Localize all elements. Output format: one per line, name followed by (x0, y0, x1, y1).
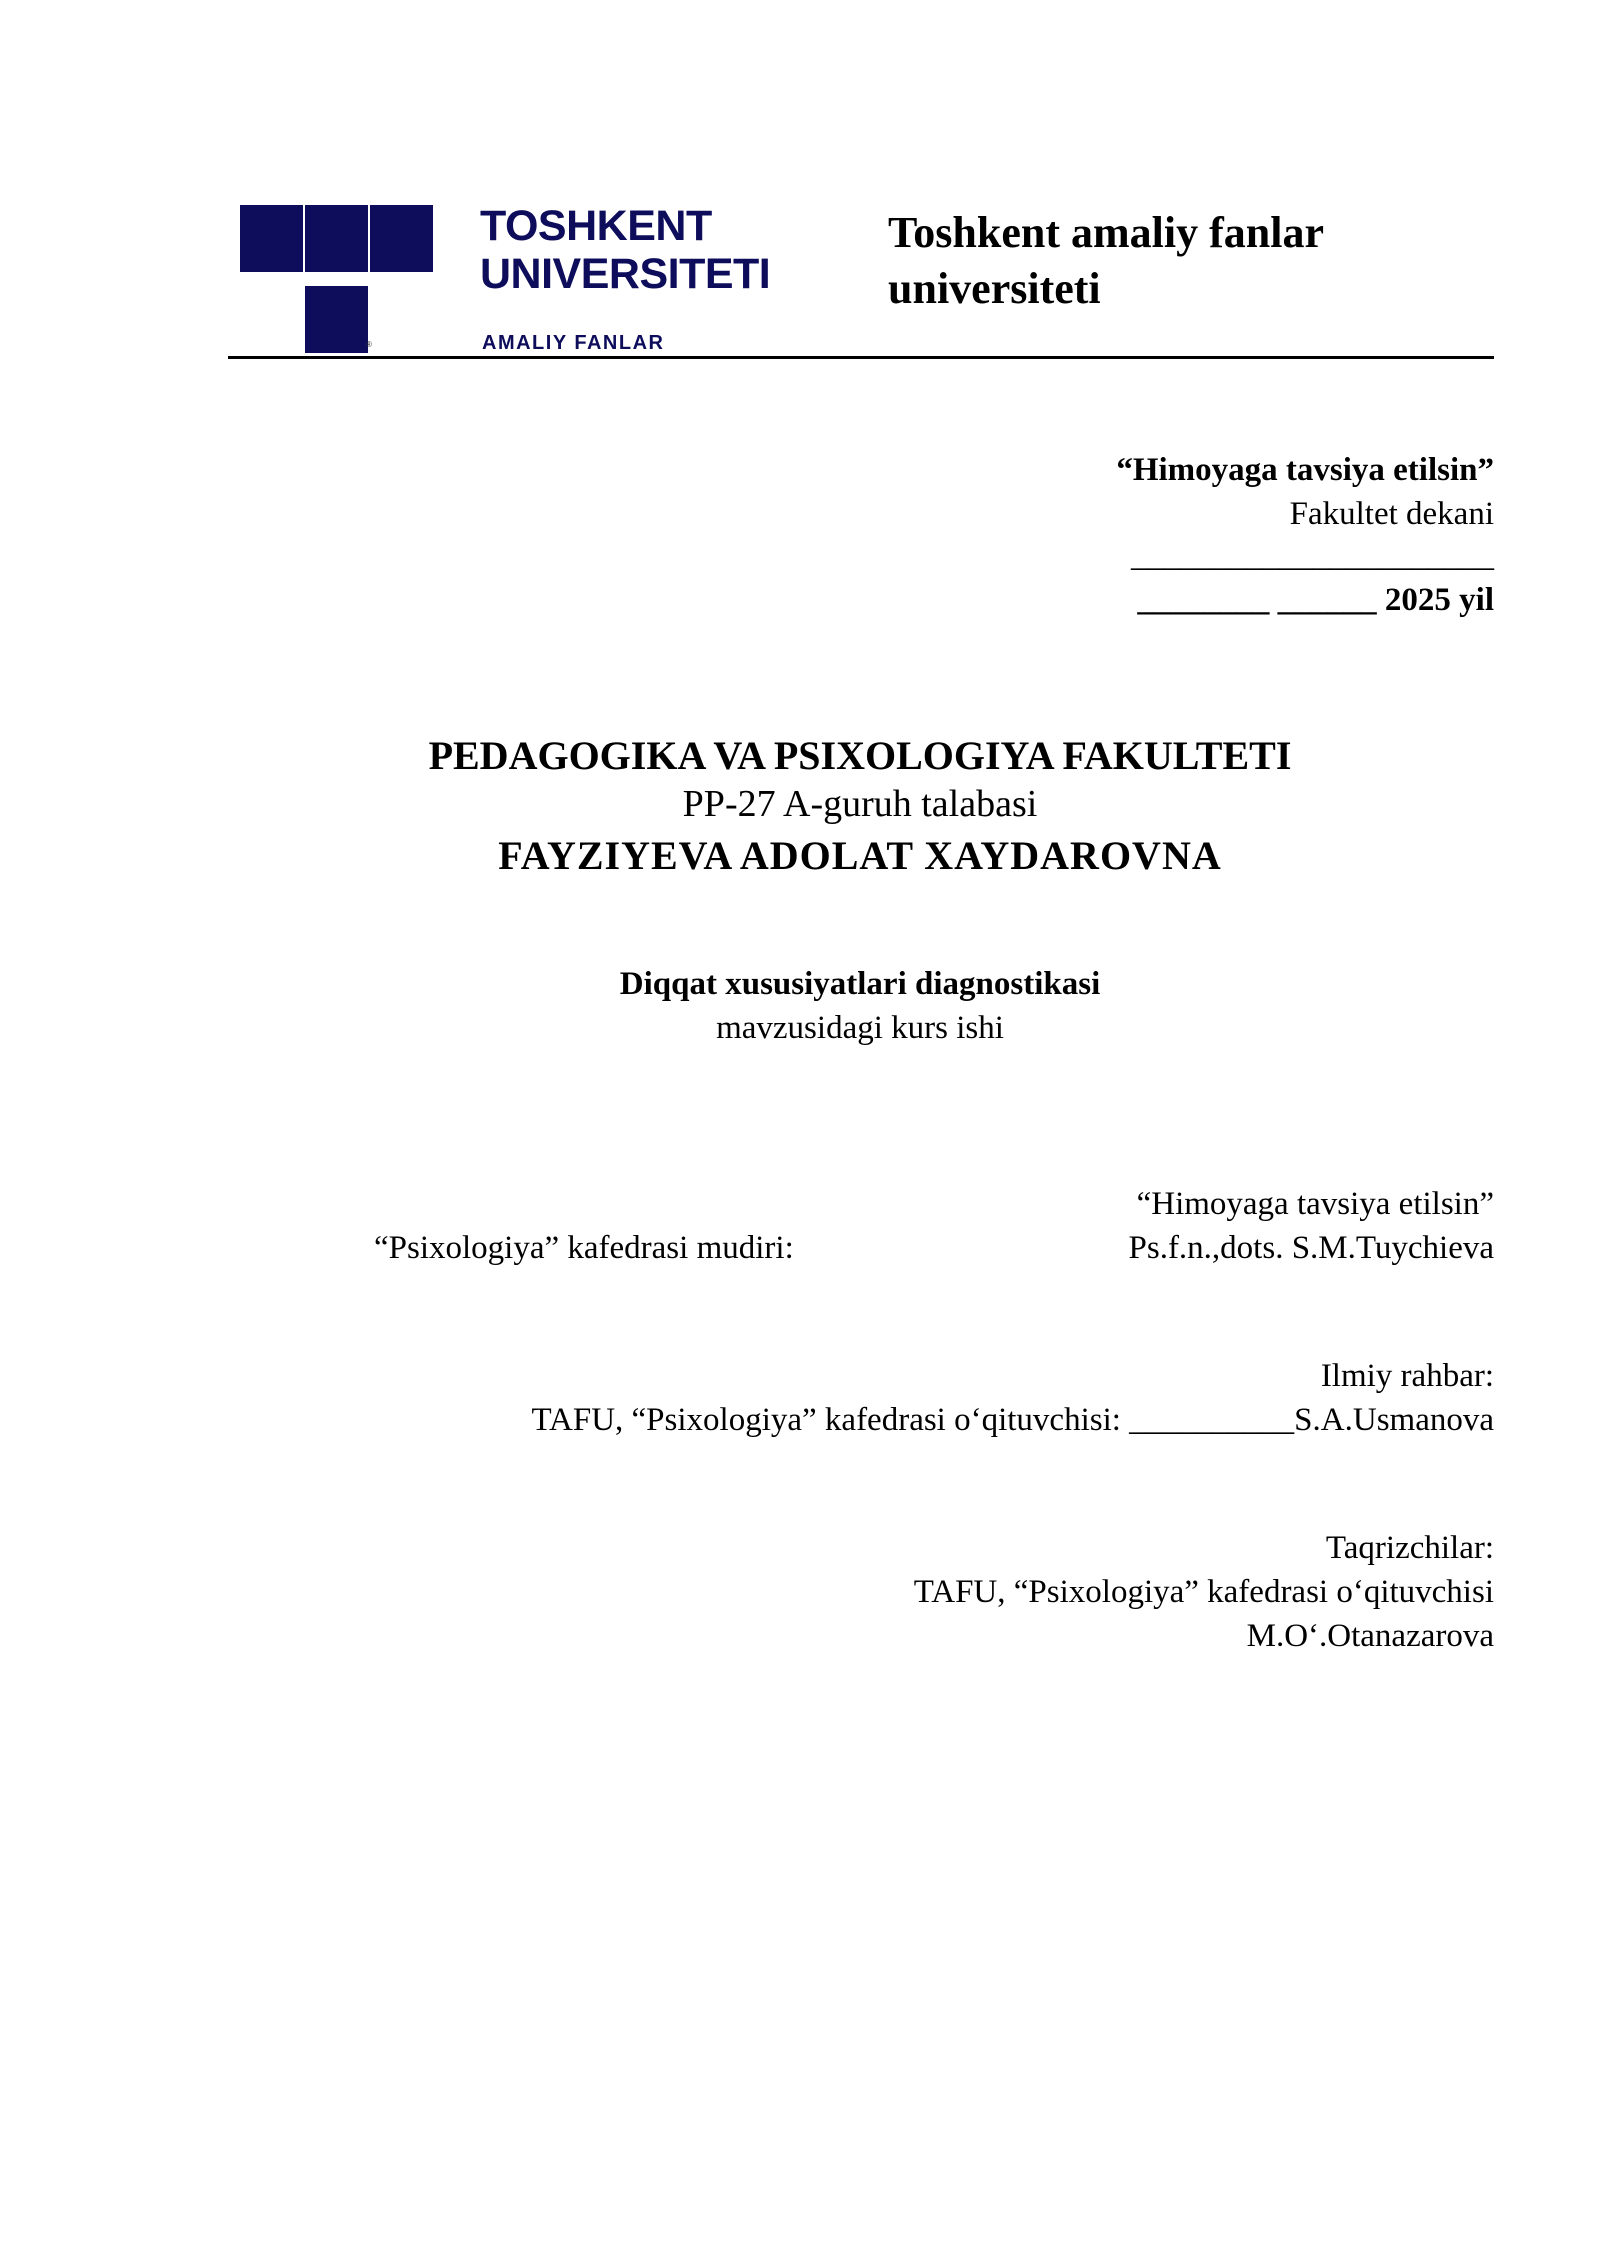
logo-square (370, 205, 433, 272)
topic-subtitle: mavzusidagi kurs ishi (716, 1010, 1004, 1046)
reviewer-affiliation: TAFU, “Psixologiya” kafedrasi o‘qituvchisi (913, 1574, 1494, 1610)
dept-head-name: Ps.f.n.,dots. S.M.Tuychieva (1128, 1230, 1494, 1266)
supervisor-label: Ilmiy rahbar: (1320, 1358, 1494, 1394)
header-divider (228, 356, 1494, 359)
logo-text-line1: TOSHKENT (480, 202, 712, 250)
approval-role: Fakultet dekani (1289, 496, 1494, 532)
topic-title: Diqqat xususiyatlari diagnostikasi (619, 966, 1101, 1002)
dept-head-role: “Psixologiya” kafedrasi mudiri: (374, 1230, 794, 1266)
approval-title: “Himoyaga tavsiya etilsin” (1116, 452, 1494, 488)
logo-text-line3: AMALIY FANLAR (482, 332, 665, 354)
logo-square (240, 205, 303, 272)
supervisor-line: TAFU, “Psixologiya” kafedrasi o‘qituvchisi: __________S.A.Usmanova (531, 1402, 1494, 1438)
approval-signature-line: ______________________ (1131, 538, 1494, 574)
logo-registered-mark: ® (366, 340, 372, 349)
logo-square (305, 205, 368, 272)
logo-text-line2: UNIVERSITETI (480, 250, 771, 298)
faculty-name: PEDAGOGIKA VA PSIXOLOGIYA FAKULTETI (428, 733, 1292, 778)
university-title-line1: Toshkent amaliy fanlar (888, 208, 1325, 257)
student-name: FAYZIYEVA ADOLAT XAYDAROVNA (498, 833, 1222, 878)
university-logo (0, 0, 800, 360)
approval-date-text: ________ ______ 2025 yil (1137, 582, 1494, 618)
reviewers-label: Taqrizchilar: (1325, 1530, 1494, 1566)
approval-date-line (1137, 582, 1494, 619)
dept-head-recommend: “Himoyaga tavsiya etilsin” (1136, 1186, 1494, 1222)
logo-square (305, 286, 368, 353)
student-group: PP-27 A-guruh talabasi (682, 783, 1038, 825)
university-title (888, 205, 1324, 317)
university-title-line2: universiteti (888, 264, 1101, 313)
reviewer-name: M.O‘.Otanazarova (1246, 1618, 1494, 1654)
